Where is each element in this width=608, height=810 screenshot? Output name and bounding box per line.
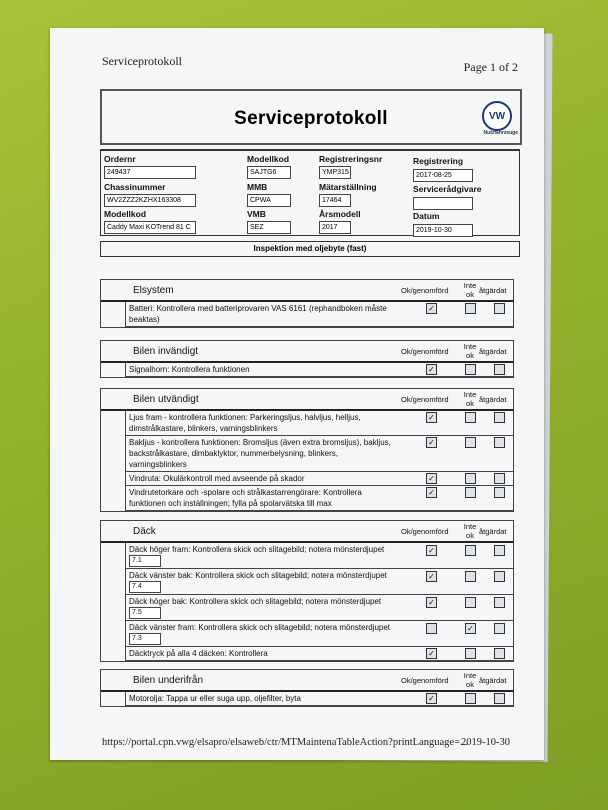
section — [100, 388, 514, 512]
inte-ok-checkbox[interactable] — [465, 364, 476, 375]
ordernr-label: Ordernr — [104, 154, 136, 164]
inte-ok-checkbox[interactable] — [465, 571, 476, 582]
checklist-row — [125, 302, 513, 327]
col-ok: Ok/genomförd — [401, 347, 449, 356]
row-text: Däck vänster fram: Kontrollera skick och slitagebild; notera mönsterdjupet — [129, 623, 391, 632]
row-text: Bakljus - kontrollera funktionen: Bromsljus (även extra bromsljus), bakljus, backstrålkastare, dimbaklyktor, nummerbelysning, blinkers, varningsblinkers — [129, 438, 391, 469]
registreringsnr-label: Registreringsnr — [319, 154, 383, 164]
inte-ok-checkbox[interactable] — [465, 412, 476, 423]
section-title: Bilen utvändigt — [133, 394, 199, 405]
inte-ok-checkbox[interactable] — [465, 437, 476, 448]
section — [100, 279, 514, 328]
col-ok: Ok/genomförd — [401, 286, 449, 295]
row-text: Motorolja: Tappa ur eller suga upp, oljefilter, byta — [129, 694, 301, 703]
tread-depth-field: 7.5 — [129, 607, 161, 619]
modellkod-left-label: Modellkod — [104, 209, 147, 219]
atgardat-checkbox[interactable] — [494, 648, 505, 659]
section-title: Elsystem — [133, 285, 174, 296]
section-header — [101, 280, 513, 302]
atgardat-checkbox[interactable] — [494, 437, 505, 448]
servicerad-field — [413, 197, 473, 210]
section-header — [101, 341, 513, 363]
section-title: Däck — [133, 526, 156, 537]
checklist-row — [125, 436, 513, 472]
servicerad-label: Servicerådgivare — [413, 184, 482, 194]
checklist-row — [125, 411, 513, 436]
checklist-row — [125, 486, 513, 511]
inte-ok-checkbox[interactable] — [465, 648, 476, 659]
page-title: Serviceprotokoll — [234, 108, 388, 129]
row-text: Däck höger bak: Kontrollera skick och slitagebild; notera mönsterdjupet — [129, 597, 382, 606]
col-atgardat: åtgärdat — [479, 676, 507, 685]
col-inte-ok: Inte ok — [463, 281, 477, 299]
ok-checkbox[interactable]: ✓ — [426, 437, 437, 448]
section — [100, 520, 514, 662]
tread-depth-field: 7.1 — [129, 555, 161, 567]
col-inte-ok: Inte ok — [463, 522, 477, 540]
section-title: Bilen invändigt — [133, 346, 199, 357]
ordernr-field: 249437 — [104, 166, 196, 179]
ok-checkbox[interactable]: ✓ — [426, 412, 437, 423]
col-inte-ok: Inte ok — [463, 671, 477, 689]
section — [100, 669, 514, 707]
col-inte-ok: Inte ok — [463, 342, 477, 360]
registrering-field: 2017-08-25 — [413, 169, 473, 182]
modellkod-field: SAJTG6 — [247, 166, 291, 179]
tread-depth-field: 7.4 — [129, 581, 161, 593]
ok-checkbox[interactable]: ✓ — [426, 487, 437, 498]
checklist-row — [125, 692, 513, 706]
col-ok: Ok/genomförd — [401, 676, 449, 685]
ok-checkbox[interactable]: ✓ — [426, 545, 437, 556]
row-text: Vindrutetorkare och -spolare och strålkastarrengörare: Kontrollera funktionen och inställningen; fylla på spolarvätska till max — [129, 488, 362, 508]
checklist-row — [125, 621, 513, 647]
registreringsnr-field: YMP315 — [319, 166, 351, 179]
chassinummer-field: WV2ZZZ2KZHX163308 — [104, 194, 196, 207]
matarstallning-field: 17464 — [319, 194, 351, 207]
vmb-field: SEZ — [247, 221, 291, 234]
atgardat-checkbox[interactable] — [494, 571, 505, 582]
atgardat-checkbox[interactable] — [494, 303, 505, 314]
atgardat-checkbox[interactable] — [494, 693, 505, 704]
brand-caption: Nutzfahrzeuge — [483, 130, 518, 136]
row-text: Däcktryck på alla 4 däcken: Kontrollera — [129, 649, 268, 658]
checklist-row — [125, 363, 513, 377]
section — [100, 340, 514, 378]
registrering-label: Registrering — [413, 156, 464, 166]
inte-ok-checkbox[interactable] — [465, 487, 476, 498]
row-text: Ljus fram - kontrollera funktionen: Parkeringsljus, halvljus, helljus, dimstrålkastare, blinkers, varningsblinkers — [129, 413, 361, 433]
atgardat-checkbox[interactable] — [494, 364, 505, 375]
ok-checkbox[interactable]: ✓ — [426, 597, 437, 608]
ok-checkbox[interactable]: ✓ — [426, 648, 437, 659]
matarstallning-label: Mätarställning — [319, 182, 377, 192]
atgardat-checkbox[interactable] — [494, 545, 505, 556]
atgardat-checkbox[interactable] — [494, 412, 505, 423]
ok-checkbox[interactable]: ✓ — [426, 571, 437, 582]
col-ok: Ok/genomförd — [401, 395, 449, 404]
header-title: Serviceprotokoll — [102, 54, 182, 68]
ok-checkbox[interactable]: ✓ — [426, 693, 437, 704]
section-header — [101, 670, 513, 692]
col-atgardat: åtgärdat — [479, 395, 507, 404]
inspection-type: Inspektion med oljebyte (fast) — [100, 241, 520, 257]
inte-ok-checkbox[interactable] — [465, 473, 476, 484]
vehicle-info — [100, 149, 520, 236]
col-atgardat: åtgärdat — [479, 286, 507, 295]
mmb-label: MMB — [247, 182, 268, 192]
atgardat-checkbox[interactable] — [494, 597, 505, 608]
atgardat-checkbox[interactable] — [494, 473, 505, 484]
document-page — [50, 28, 544, 760]
inte-ok-checkbox[interactable]: ✓ — [465, 623, 476, 634]
datum-field: 2019-10-30 — [413, 224, 473, 237]
ok-checkbox[interactable]: ✓ — [426, 303, 437, 314]
arsmodell-field: 2017 — [319, 221, 351, 234]
row-text: Däck vänster bak: Kontrollera skick och slitagebild; notera mönsterdjupet — [129, 571, 387, 580]
arsmodell-label: Årsmodell — [319, 209, 361, 219]
checklist-row — [125, 569, 513, 595]
row-text: Signalhorn: Kontrollera funktionen — [129, 365, 250, 374]
checklist-row — [125, 647, 513, 661]
checklist-row — [125, 472, 513, 486]
atgardat-checkbox[interactable] — [494, 623, 505, 634]
row-text: Batteri: Kontrollera med batteriprovaren VAS 6161 (rephandboken måste beaktas) — [129, 304, 387, 324]
checklist-row — [125, 543, 513, 569]
modellkod-label: Modellkod — [247, 154, 290, 164]
inte-ok-checkbox[interactable] — [465, 545, 476, 556]
model-field: Caddy Maxi KOTrend 81 C — [104, 221, 196, 234]
row-text: Däck höger fram: Kontrollera skick och slitagebild; notera mönsterdjupet — [129, 545, 385, 554]
vmb-label: VMB — [247, 209, 266, 219]
section-title: Bilen underifrån — [133, 675, 204, 686]
col-atgardat: åtgärdat — [479, 347, 507, 356]
mmb-field: CPWA — [247, 194, 291, 207]
ok-checkbox[interactable]: ✓ — [426, 473, 437, 484]
col-ok: Ok/genomförd — [401, 527, 449, 536]
inte-ok-checkbox[interactable] — [465, 693, 476, 704]
footer-date: 2019-10-30 — [461, 737, 510, 748]
section-header — [101, 389, 513, 411]
inte-ok-checkbox[interactable] — [465, 303, 476, 314]
datum-label: Datum — [413, 211, 440, 221]
title-box — [100, 89, 522, 145]
atgardat-checkbox[interactable] — [494, 487, 505, 498]
row-text: Vindruta: Okulärkontroll med avseende på skador — [129, 474, 305, 483]
col-inte-ok: Inte ok — [463, 390, 477, 408]
checklist-row — [125, 595, 513, 621]
footer-url: https://portal.cpn.vwg/elsapro/elsaweb/ctr/MTMaintenaTableAction?printLanguage=... — [102, 737, 468, 748]
section-header — [101, 521, 513, 543]
ok-checkbox[interactable]: ✓ — [426, 364, 437, 375]
vw-logo: VW — [482, 101, 512, 131]
chassinummer-label: Chassinummer — [104, 182, 166, 192]
page-number: Page 1 of 2 — [463, 60, 518, 74]
tread-depth-field: 7.3 — [129, 633, 161, 645]
ok-checkbox[interactable] — [426, 623, 437, 634]
inte-ok-checkbox[interactable] — [465, 597, 476, 608]
col-atgardat: åtgärdat — [479, 527, 507, 536]
